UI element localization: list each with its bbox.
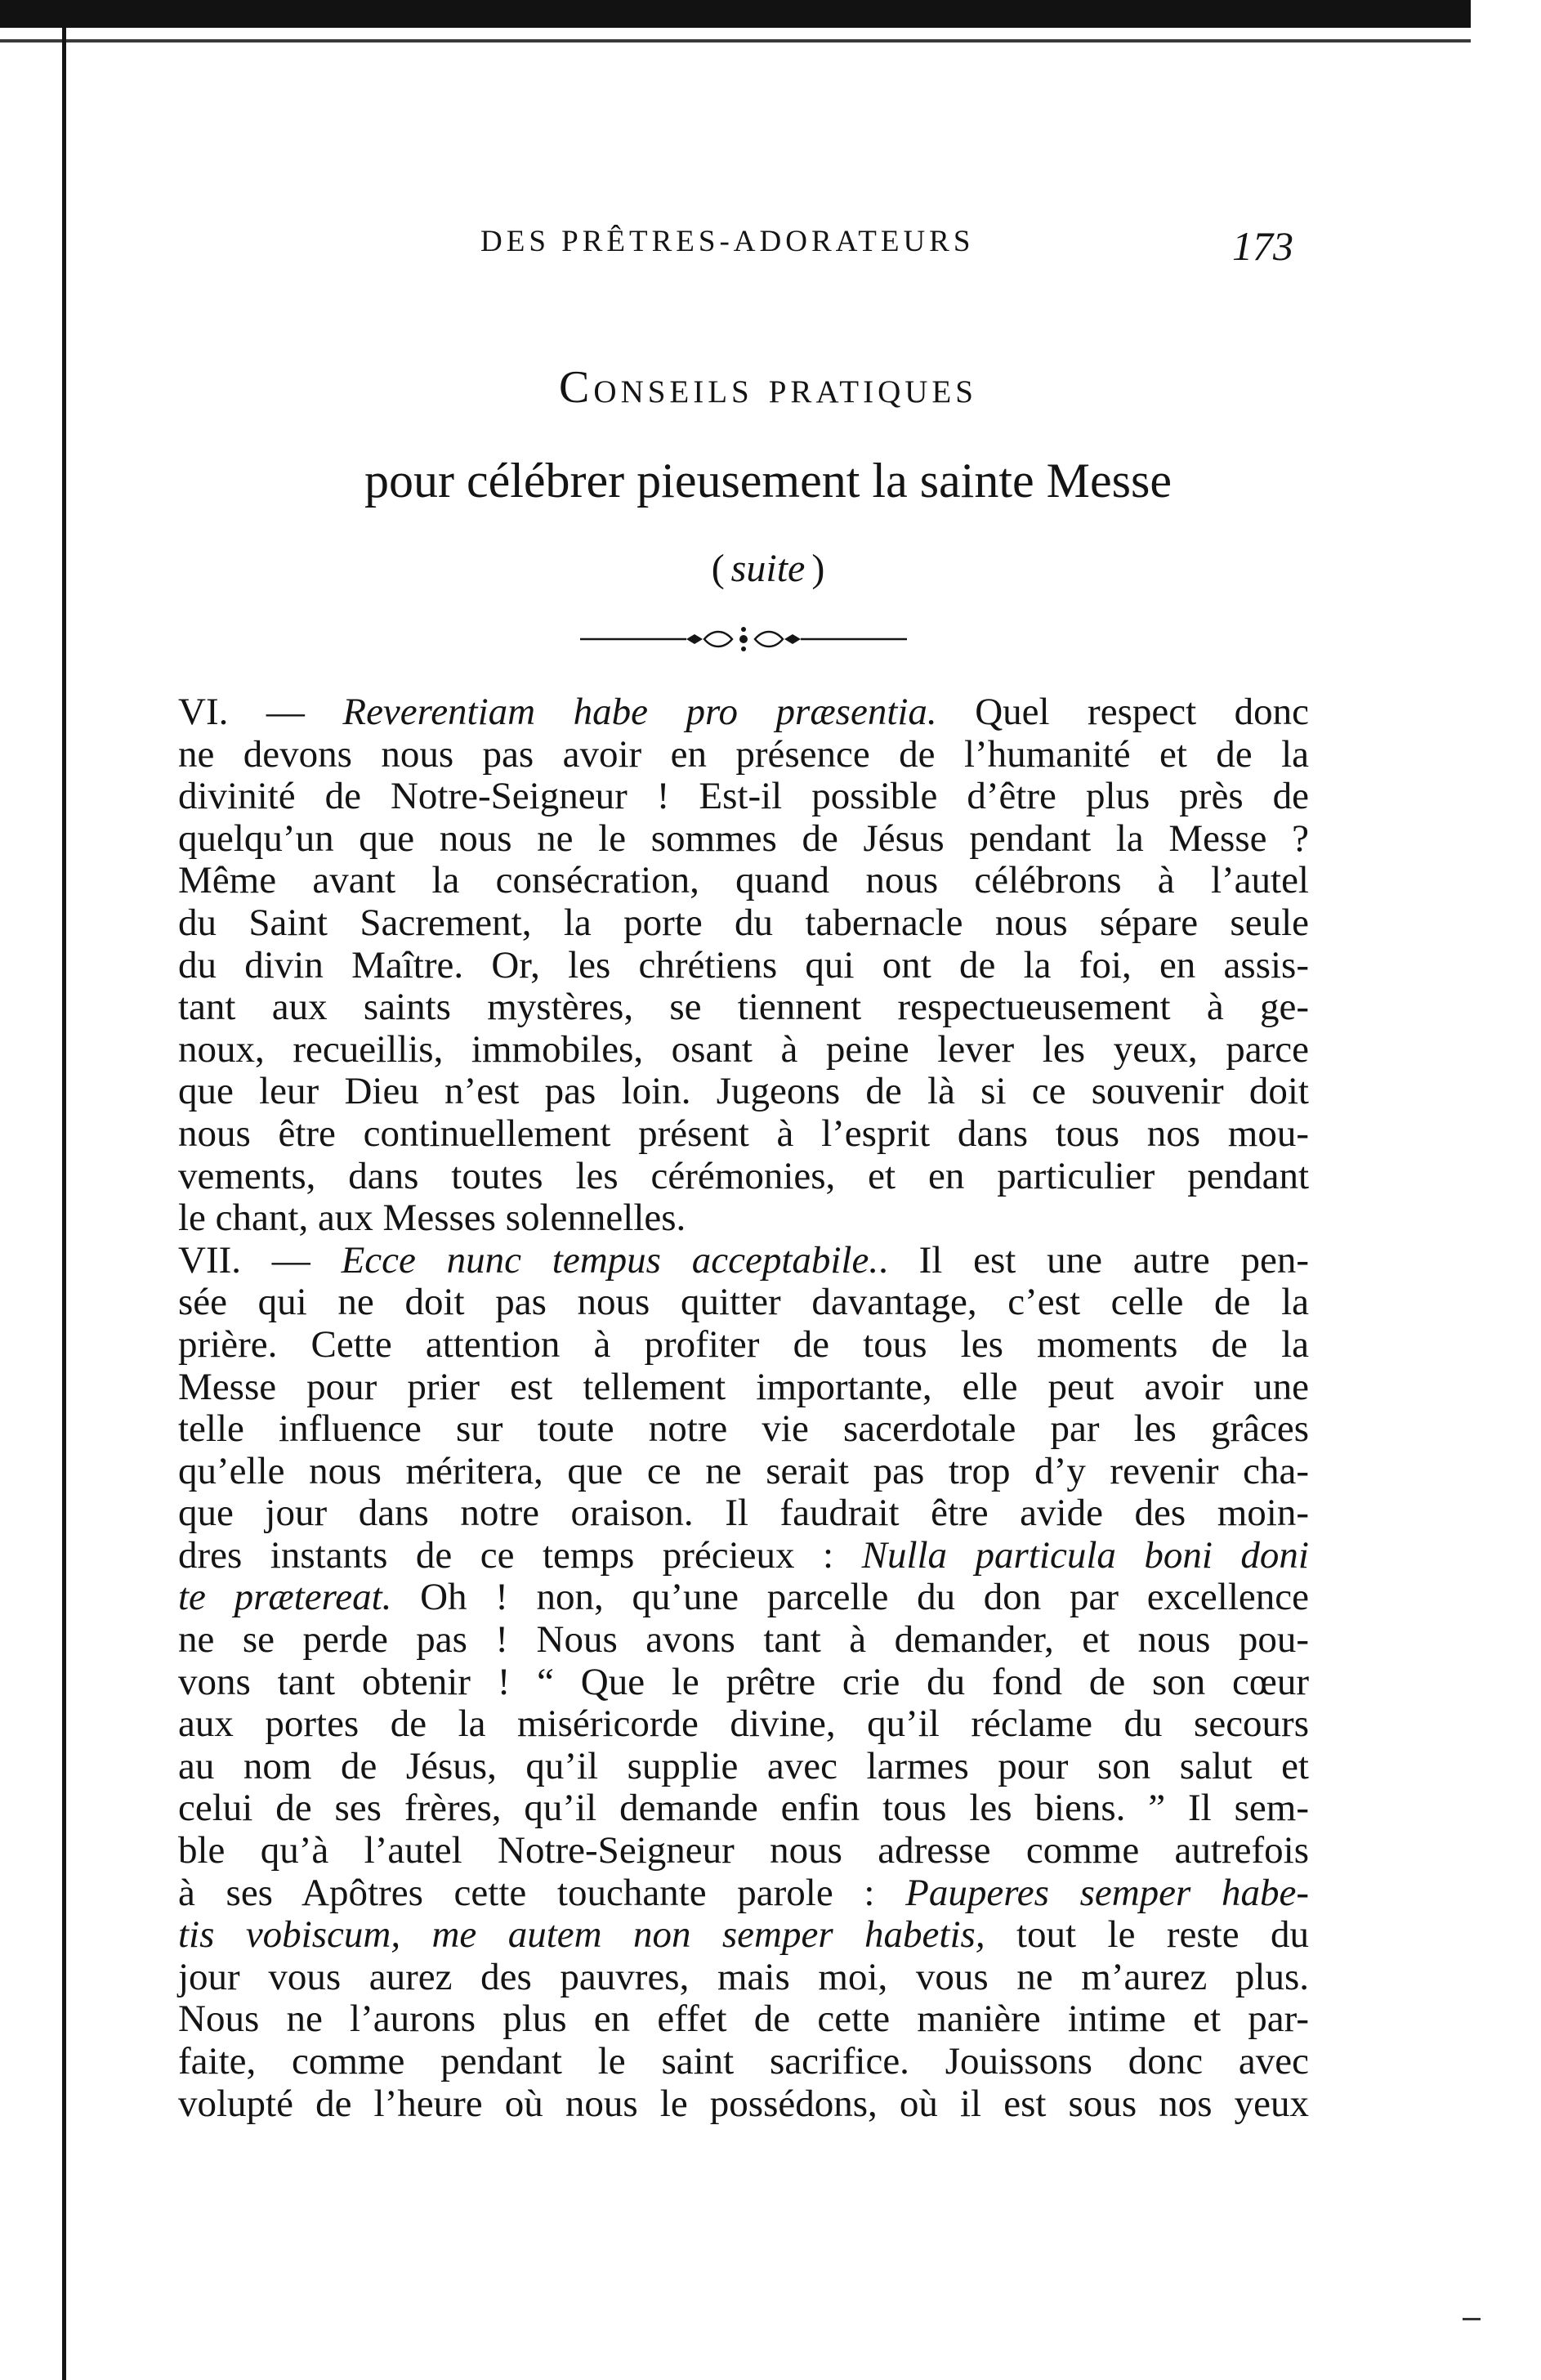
text-segment: ne se perde pas ! Nous avons tant à demander, et nous pou- [178,1618,1309,1662]
text-line [178,1240,1309,1282]
italic-latin-phrase: tis vobiscum, me autem non semper habetis, [178,1913,985,1957]
running-header: DES PRÊTRES-ADORATEURS [480,225,975,258]
text-line [178,1830,1309,1872]
text-line [178,1662,1309,1704]
text-segment: prière. Cette attention à profiter de tous les moments de la [178,1322,1309,1366]
text-line [178,1746,1309,1788]
text-line [178,945,1309,987]
text-segment: dres instants de ce temps précieux : [178,1533,862,1577]
text-line [178,1703,1309,1746]
text-segment: du Saint Sacrement, la porte du tabernacle nous sépare seule [178,901,1309,944]
text-segment: vons tant obtenir ! “ Que le prêtre crie du fond de son cœur [178,1660,1309,1703]
text-segment: Messe pour prier est tellement importante, elle peut avoir une [178,1365,1309,1408]
text-line [178,1113,1309,1156]
text-segment: tout le reste du [985,1913,1309,1957]
text-line [178,1197,1309,1240]
text-line [178,2041,1309,2083]
top-border-rule [0,0,1471,28]
text-segment: que jour dans notre oraison. Il faudrait être avide des moin- [178,1492,1309,1535]
left-border-rule [62,28,66,2380]
text-line [178,1071,1309,1113]
text-line [178,1408,1309,1451]
italic-latin-phrase: Nulla particula boni doni [861,1533,1309,1577]
text-segment: nous être continuellement présent à l’esprit dans tous nos mou- [178,1112,1309,1155]
text-segment: ble qu’à l’autel Notre-Seigneur nous adresse comme autrefois [178,1829,1309,1872]
text-line [178,1367,1309,1409]
text-line [178,734,1309,776]
top-border-thin-rule [0,39,1471,42]
text-segment: tant aux saints mystères, se tiennent respectueusement à ge- [178,986,1309,1029]
text-segment: noux, recueillis, immobiles, osant à peine lever les yeux, parce [178,1027,1309,1071]
text-segment: que leur Dieu n’est pas loin. Jugeons de là si ce souvenir doit [178,1070,1309,1113]
text-segment: le chant, aux Messes solennelles. [178,1197,686,1240]
article-subtitle: pour célébrer pieusement la sainte Messe [364,454,1172,508]
text-line [178,902,1309,945]
italic-latin-phrase: Reverentiam habe pro præsentia. [342,691,937,733]
text-segment: Oh ! non, qu’une parcelle du don par excellence [391,1576,1309,1619]
text-segment: à ses Apôtres cette touchante parole : [178,1871,906,1914]
text-segment: volupté de l’heure où nous le possédons, où il est sous nos yeux [178,2082,1309,2125]
text-segment: aux portes de la miséricorde divine, qu’il réclame du secours [178,1702,1309,1746]
text-line [178,1577,1309,1619]
text-line [178,1619,1309,1662]
article-title: Conseils pratiques [559,362,977,413]
text-line [178,1535,1309,1577]
text-line [178,1029,1309,1071]
text-line [178,1872,1309,1915]
italic-latin-phrase: Ecce nunc tempus acceptabile. [341,1238,879,1282]
text-segment: Quel respect donc [936,691,1309,733]
text-segment: celui de ses frères, qu’il demande enfin tous les biens. ” Il sem- [178,1787,1309,1830]
text-line [178,1998,1309,2041]
body-text [178,691,1309,2125]
text-line [178,776,1309,818]
text-line [178,818,1309,861]
page-number: 173 [1232,223,1293,269]
text-line [178,1156,1309,1198]
text-segment: VI. — [178,691,343,733]
text-line [178,860,1309,902]
text-segment: quelqu’un que nous ne le sommes de Jésus pendant la Messe ? [178,816,1309,860]
text-segment: faite, comme pendant le saint sacrifice. Jouissons donc avec [178,2040,1309,2082]
text-line [178,1451,1309,1493]
text-segment: divinité de Notre-Seigneur ! Est-il possible d’être plus près de [178,775,1309,818]
text-segment: Nous ne l’aurons plus en effet de cette manière intime et par- [178,1998,1309,2041]
text-line [178,1282,1309,1324]
text-segment: ne devons nous pas avoir en présence de l’humanité et de la [178,732,1309,776]
text-segment: au nom de Jésus, qu’il supplie avec larmes pour son salut et [178,1744,1309,1787]
suite-close-paren: ) [811,547,825,590]
text-segment: qu’elle nous méritera, que ce ne serait pas trop d’y revenir cha- [178,1449,1309,1492]
text-segment: telle influence sur toute notre vie sacerdotale par les grâces [178,1407,1309,1451]
suite-note [572,546,964,591]
text-line [178,2083,1309,2126]
text-segment: VII. — [178,1238,342,1282]
text-segment: vements, dans toutes les cérémonies, et en particulier pendant [178,1154,1309,1197]
text-line [178,1492,1309,1535]
text-line [178,1957,1309,1999]
text-segment: Même avant la consécration, quand nous célébrons à l’autel [178,859,1309,902]
suite-open-paren: ( [711,547,725,590]
suite-word: suite [730,547,806,590]
text-line [178,1324,1309,1367]
italic-latin-phrase: te prætereat. [178,1576,392,1619]
margin-mark [1463,2318,1481,2320]
text-line [178,691,1309,734]
text-segment: jour vous aurez des pauvres, mais moi, vous ne m’aurez plus. [178,1955,1309,1998]
text-segment: . Il est une autre pen- [878,1238,1310,1282]
text-segment: du divin Maître. Or, les chrétiens qui ont de la foi, en assis- [178,943,1309,986]
ornamental-divider [580,623,907,655]
text-line [178,986,1309,1029]
text-line [178,1787,1309,1830]
text-line [178,1914,1309,1957]
italic-latin-phrase: Pauperes semper habe- [905,1871,1309,1914]
text-segment: sée qui ne doit pas nous quitter davantage, c’est celle de la [178,1281,1309,1324]
